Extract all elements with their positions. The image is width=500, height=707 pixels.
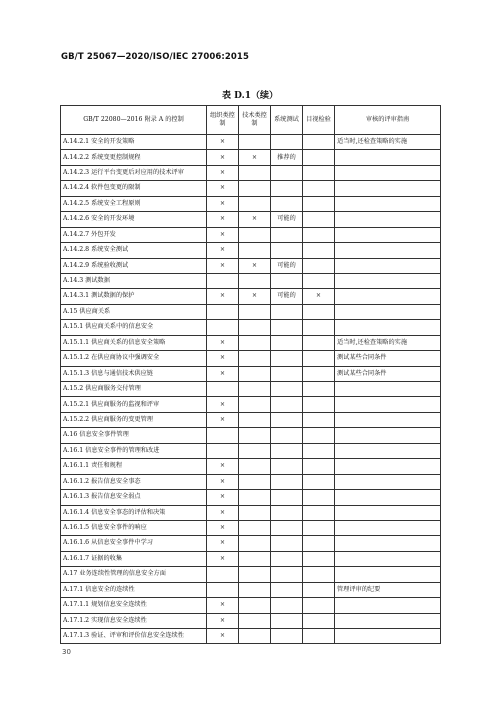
table-caption: 表 D.1（续）: [221, 91, 278, 101]
technical-mark-cell: [239, 536, 271, 551]
control-cell: A.14.2.3 运行平台变更后对应用的技术评审: [61, 165, 207, 180]
technical-mark-cell: [239, 428, 271, 443]
table-row: [61, 505, 441, 520]
organizational-mark-cell: ×: [207, 227, 239, 242]
column-header-control: GB/T 22080—2016 附录 A 的控制: [61, 106, 207, 135]
organizational-mark-cell: ×: [207, 243, 239, 258]
table-section-row: [61, 567, 441, 582]
system-test-cell: [271, 536, 303, 551]
table-row: [61, 165, 441, 180]
technical-mark-cell: [239, 505, 271, 520]
system-test-cell: [271, 227, 303, 242]
technical-mark-cell: [239, 598, 271, 613]
organizational-mark-cell: [207, 428, 239, 443]
technical-mark-cell: [239, 613, 271, 628]
organizational-mark-cell: ×: [207, 196, 239, 211]
table-row: [61, 536, 441, 551]
visual-inspection-cell: [303, 351, 335, 366]
control-cell: A.15.1.2 在供应商协议中强调安全: [61, 351, 207, 366]
audit-guide-cell: [335, 505, 441, 520]
organizational-mark-cell: [207, 567, 239, 582]
table-row: [61, 335, 441, 350]
control-cell: A.16.1.1 责任和规程: [61, 459, 207, 474]
system-test-cell: [271, 320, 303, 335]
table-header-row: [61, 106, 441, 135]
visual-inspection-cell: [303, 227, 335, 242]
organizational-mark-cell: ×: [207, 474, 239, 489]
technical-mark-cell: [239, 335, 271, 350]
organizational-mark-cell: ×: [207, 335, 239, 350]
page-number: 30: [62, 648, 71, 656]
organizational-mark-cell: [207, 382, 239, 397]
system-test-cell: [271, 474, 303, 489]
control-cell: A.16.1.6 从信息安全事件中学习: [61, 536, 207, 551]
control-cell: A.14.2.7 外包开发: [61, 227, 207, 242]
technical-mark-cell: ×: [239, 289, 271, 304]
system-test-cell: [271, 551, 303, 566]
system-test-cell: 推荐的: [271, 150, 303, 165]
column-header-system-test: 系统测试: [271, 106, 303, 135]
organizational-mark-cell: [207, 273, 239, 288]
organizational-mark-cell: ×: [207, 536, 239, 551]
technical-mark-cell: [239, 490, 271, 505]
audit-guide-cell: [335, 258, 441, 273]
column-header-technical: 技术类控制: [239, 106, 271, 135]
audit-guide-cell: 测试某些合同条件: [335, 366, 441, 381]
table-row: [61, 351, 441, 366]
audit-guide-cell: [335, 613, 441, 628]
organizational-mark-cell: ×: [207, 629, 239, 644]
organizational-mark-cell: ×: [207, 551, 239, 566]
table-row: [61, 629, 441, 644]
organizational-mark-cell: ×: [207, 181, 239, 196]
visual-inspection-cell: [303, 567, 335, 582]
visual-inspection-cell: [303, 165, 335, 180]
system-test-cell: [271, 505, 303, 520]
system-test-cell: [271, 273, 303, 288]
technical-mark-cell: [239, 273, 271, 288]
visual-inspection-cell: [303, 598, 335, 613]
audit-guide-cell: [335, 629, 441, 644]
technical-mark-cell: [239, 474, 271, 489]
system-test-cell: [271, 196, 303, 211]
audit-guide-cell: [335, 243, 441, 258]
technical-mark-cell: [239, 443, 271, 458]
audit-guide-cell: [335, 598, 441, 613]
control-cell: A.15.2.1 供应商服务的监视和评审: [61, 397, 207, 412]
visual-inspection-cell: [303, 582, 335, 597]
organizational-mark-cell: ×: [207, 165, 239, 180]
technical-mark-cell: [239, 320, 271, 335]
audit-guide-cell: [335, 212, 441, 227]
visual-inspection-cell: [303, 443, 335, 458]
control-cell: A.15.2 供应商服务交付管理: [61, 382, 207, 397]
visual-inspection-cell: [303, 335, 335, 350]
organizational-mark-cell: ×: [207, 505, 239, 520]
control-cell: A.14.3 测试数据: [61, 273, 207, 288]
organizational-mark-cell: ×: [207, 520, 239, 535]
visual-inspection-cell: [303, 382, 335, 397]
column-header-organizational: 组织类控制: [207, 106, 239, 135]
technical-mark-cell: [239, 135, 271, 150]
table-body: [61, 135, 441, 644]
audit-guide-cell: [335, 150, 441, 165]
control-cell: A.16.1.4 信息安全事态的评估和决策: [61, 505, 207, 520]
control-cell: A.14.2.5 系统安全工程原则: [61, 196, 207, 211]
table-row: [61, 459, 441, 474]
organizational-mark-cell: ×: [207, 135, 239, 150]
audit-guide-cell: [335, 320, 441, 335]
visual-inspection-cell: [303, 366, 335, 381]
technical-mark-cell: [239, 459, 271, 474]
technical-mark-cell: [239, 397, 271, 412]
control-cell: A.14.2.6 安全的开发环境: [61, 212, 207, 227]
technical-mark-cell: [239, 629, 271, 644]
table-row: [61, 397, 441, 412]
technical-mark-cell: [239, 227, 271, 242]
audit-guide-cell: [335, 551, 441, 566]
visual-inspection-cell: [303, 243, 335, 258]
column-header-visual-inspection: 目视检验: [303, 106, 335, 135]
audit-guide-cell: [335, 428, 441, 443]
technical-mark-cell: [239, 366, 271, 381]
table-section-row: [61, 428, 441, 443]
system-test-cell: [271, 351, 303, 366]
table-section-row: [61, 443, 441, 458]
organizational-mark-cell: [207, 443, 239, 458]
organizational-mark-cell: ×: [207, 459, 239, 474]
system-test-cell: 可能的: [271, 289, 303, 304]
table-row: [61, 135, 441, 150]
system-test-cell: 可能的: [271, 212, 303, 227]
table-row: [61, 366, 441, 381]
visual-inspection-cell: [303, 397, 335, 412]
audit-guide-cell: [335, 227, 441, 242]
visual-inspection-cell: [303, 181, 335, 196]
system-test-cell: [271, 443, 303, 458]
control-cell: A.17.1.1 规划信息安全连续性: [61, 598, 207, 613]
control-cell: A.14.2.2 系统变更控制规程: [61, 150, 207, 165]
technical-mark-cell: [239, 551, 271, 566]
technical-mark-cell: [239, 243, 271, 258]
table-row: [61, 196, 441, 211]
table-section-row: [61, 382, 441, 397]
organizational-mark-cell: ×: [207, 366, 239, 381]
document-header: GB/T 25067—2020/ISO/IEC 27006:2015: [61, 52, 249, 62]
technical-mark-cell: [239, 196, 271, 211]
control-cell: A.15.1 供应商关系中的信息安全: [61, 320, 207, 335]
technical-mark-cell: [239, 304, 271, 319]
control-cell: A.16.1.7 证据的收集: [61, 551, 207, 566]
audit-guide-cell: [335, 273, 441, 288]
visual-inspection-cell: [303, 212, 335, 227]
control-cell: A.17 业务连续性管理的信息安全方面: [61, 567, 207, 582]
organizational-mark-cell: ×: [207, 351, 239, 366]
table-row: [61, 490, 441, 505]
audit-guide-cell: 适当时,还检查策略的实施: [335, 135, 441, 150]
table-row: [61, 474, 441, 489]
organizational-mark-cell: ×: [207, 613, 239, 628]
table-section-row: [61, 582, 441, 597]
audit-guide-cell: [335, 304, 441, 319]
control-cell: A.15.2.2 供应商服务的变更管理: [61, 412, 207, 427]
technical-mark-cell: [239, 520, 271, 535]
system-test-cell: [271, 490, 303, 505]
control-cell: A.15 供应商关系: [61, 304, 207, 319]
organizational-mark-cell: ×: [207, 598, 239, 613]
technical-mark-cell: [239, 582, 271, 597]
table-row: [61, 551, 441, 566]
system-test-cell: [271, 582, 303, 597]
audit-guide-cell: 管理评审的纪要: [335, 582, 441, 597]
table-row: [61, 258, 441, 273]
system-test-cell: [271, 567, 303, 582]
audit-guide-cell: [335, 443, 441, 458]
technical-mark-cell: [239, 351, 271, 366]
system-test-cell: [271, 181, 303, 196]
table-row: [61, 212, 441, 227]
control-cell: A.15.1.1 供应商关系的信息安全策略: [61, 335, 207, 350]
system-test-cell: [271, 412, 303, 427]
technical-mark-cell: [239, 412, 271, 427]
table-section-row: [61, 320, 441, 335]
system-test-cell: [271, 304, 303, 319]
control-cell: A.16.1.3 报告信息安全弱点: [61, 490, 207, 505]
system-test-cell: [271, 397, 303, 412]
technical-mark-cell: ×: [239, 150, 271, 165]
organizational-mark-cell: [207, 320, 239, 335]
control-cell: A.16.1.2 报告信息安全事态: [61, 474, 207, 489]
organizational-mark-cell: ×: [207, 150, 239, 165]
table-section-row: [61, 273, 441, 288]
table-row: [61, 289, 441, 304]
visual-inspection-cell: [303, 304, 335, 319]
table-row: [61, 520, 441, 535]
audit-guide-cell: [335, 289, 441, 304]
audit-guide-cell: 适当时,还检查策略的实施: [335, 335, 441, 350]
control-cell: A.14.2.1 安全的开发策略: [61, 135, 207, 150]
audit-guide-cell: [335, 520, 441, 535]
system-test-cell: [271, 135, 303, 150]
control-cell: A.17.1 信息安全的连续性: [61, 582, 207, 597]
technical-mark-cell: [239, 181, 271, 196]
table-row: [61, 412, 441, 427]
organizational-mark-cell: [207, 582, 239, 597]
control-cell: A.14.2.4 软件包变更的限制: [61, 181, 207, 196]
visual-inspection-cell: [303, 520, 335, 535]
control-cell: A.14.3.1 测试数据的保护: [61, 289, 207, 304]
system-test-cell: [271, 243, 303, 258]
organizational-mark-cell: ×: [207, 212, 239, 227]
system-test-cell: [271, 165, 303, 180]
visual-inspection-cell: [303, 428, 335, 443]
audit-guide-cell: [335, 474, 441, 489]
visual-inspection-cell: [303, 412, 335, 427]
audit-guide-cell: 测试某些合同条件: [335, 351, 441, 366]
table-row: [61, 243, 441, 258]
organizational-mark-cell: ×: [207, 490, 239, 505]
control-cell: A.15.1.3 信息与通信技术供应链: [61, 366, 207, 381]
organizational-mark-cell: ×: [207, 258, 239, 273]
control-cell: A.16 信息安全事件管理: [61, 428, 207, 443]
table-row: [61, 227, 441, 242]
visual-inspection-cell: [303, 258, 335, 273]
visual-inspection-cell: [303, 474, 335, 489]
system-test-cell: [271, 613, 303, 628]
visual-inspection-cell: [303, 490, 335, 505]
visual-inspection-cell: [303, 536, 335, 551]
system-test-cell: [271, 520, 303, 535]
control-cell: A.17.1.2 实现信息安全连续性: [61, 613, 207, 628]
visual-inspection-cell: [303, 459, 335, 474]
visual-inspection-cell: [303, 150, 335, 165]
system-test-cell: [271, 335, 303, 350]
visual-inspection-cell: [303, 629, 335, 644]
visual-inspection-cell: ×: [303, 289, 335, 304]
control-cell: A.17.1.3 验证、评审和评价信息安全连续性: [61, 629, 207, 644]
table-row: [61, 613, 441, 628]
column-header-audit-guide: 审核的评审指南: [335, 106, 441, 135]
system-test-cell: 可能的: [271, 258, 303, 273]
audit-guide-cell: [335, 165, 441, 180]
technical-mark-cell: ×: [239, 258, 271, 273]
organizational-mark-cell: ×: [207, 412, 239, 427]
technical-mark-cell: [239, 165, 271, 180]
system-test-cell: [271, 428, 303, 443]
visual-inspection-cell: [303, 613, 335, 628]
control-cell: A.14.2.9 系统验收测试: [61, 258, 207, 273]
system-test-cell: [271, 382, 303, 397]
table-row: [61, 598, 441, 613]
technical-mark-cell: [239, 567, 271, 582]
technical-mark-cell: ×: [239, 212, 271, 227]
audit-guide-cell: [335, 412, 441, 427]
system-test-cell: [271, 366, 303, 381]
audit-guide-cell: [335, 567, 441, 582]
audit-guide-cell: [335, 196, 441, 211]
technical-mark-cell: [239, 382, 271, 397]
audit-guide-cell: [335, 490, 441, 505]
control-cell: A.16.1 信息安全事件的管理和改进: [61, 443, 207, 458]
audit-guide-cell: [335, 181, 441, 196]
table-row: [61, 181, 441, 196]
visual-inspection-cell: [303, 320, 335, 335]
visual-inspection-cell: [303, 135, 335, 150]
system-test-cell: [271, 629, 303, 644]
system-test-cell: [271, 598, 303, 613]
audit-guide-cell: [335, 536, 441, 551]
audit-guide-cell: [335, 459, 441, 474]
organizational-mark-cell: [207, 304, 239, 319]
control-cell: A.16.1.5 信息安全事件的响应: [61, 520, 207, 535]
table-section-row: [61, 304, 441, 319]
audit-guide-cell: [335, 382, 441, 397]
organizational-mark-cell: ×: [207, 289, 239, 304]
visual-inspection-cell: [303, 196, 335, 211]
system-test-cell: [271, 459, 303, 474]
visual-inspection-cell: [303, 273, 335, 288]
audit-guide-cell: [335, 397, 441, 412]
table-row: [61, 150, 441, 165]
control-cell: A.14.2.8 系统安全测试: [61, 243, 207, 258]
controls-table: [60, 105, 441, 644]
visual-inspection-cell: [303, 551, 335, 566]
visual-inspection-cell: [303, 505, 335, 520]
organizational-mark-cell: ×: [207, 397, 239, 412]
